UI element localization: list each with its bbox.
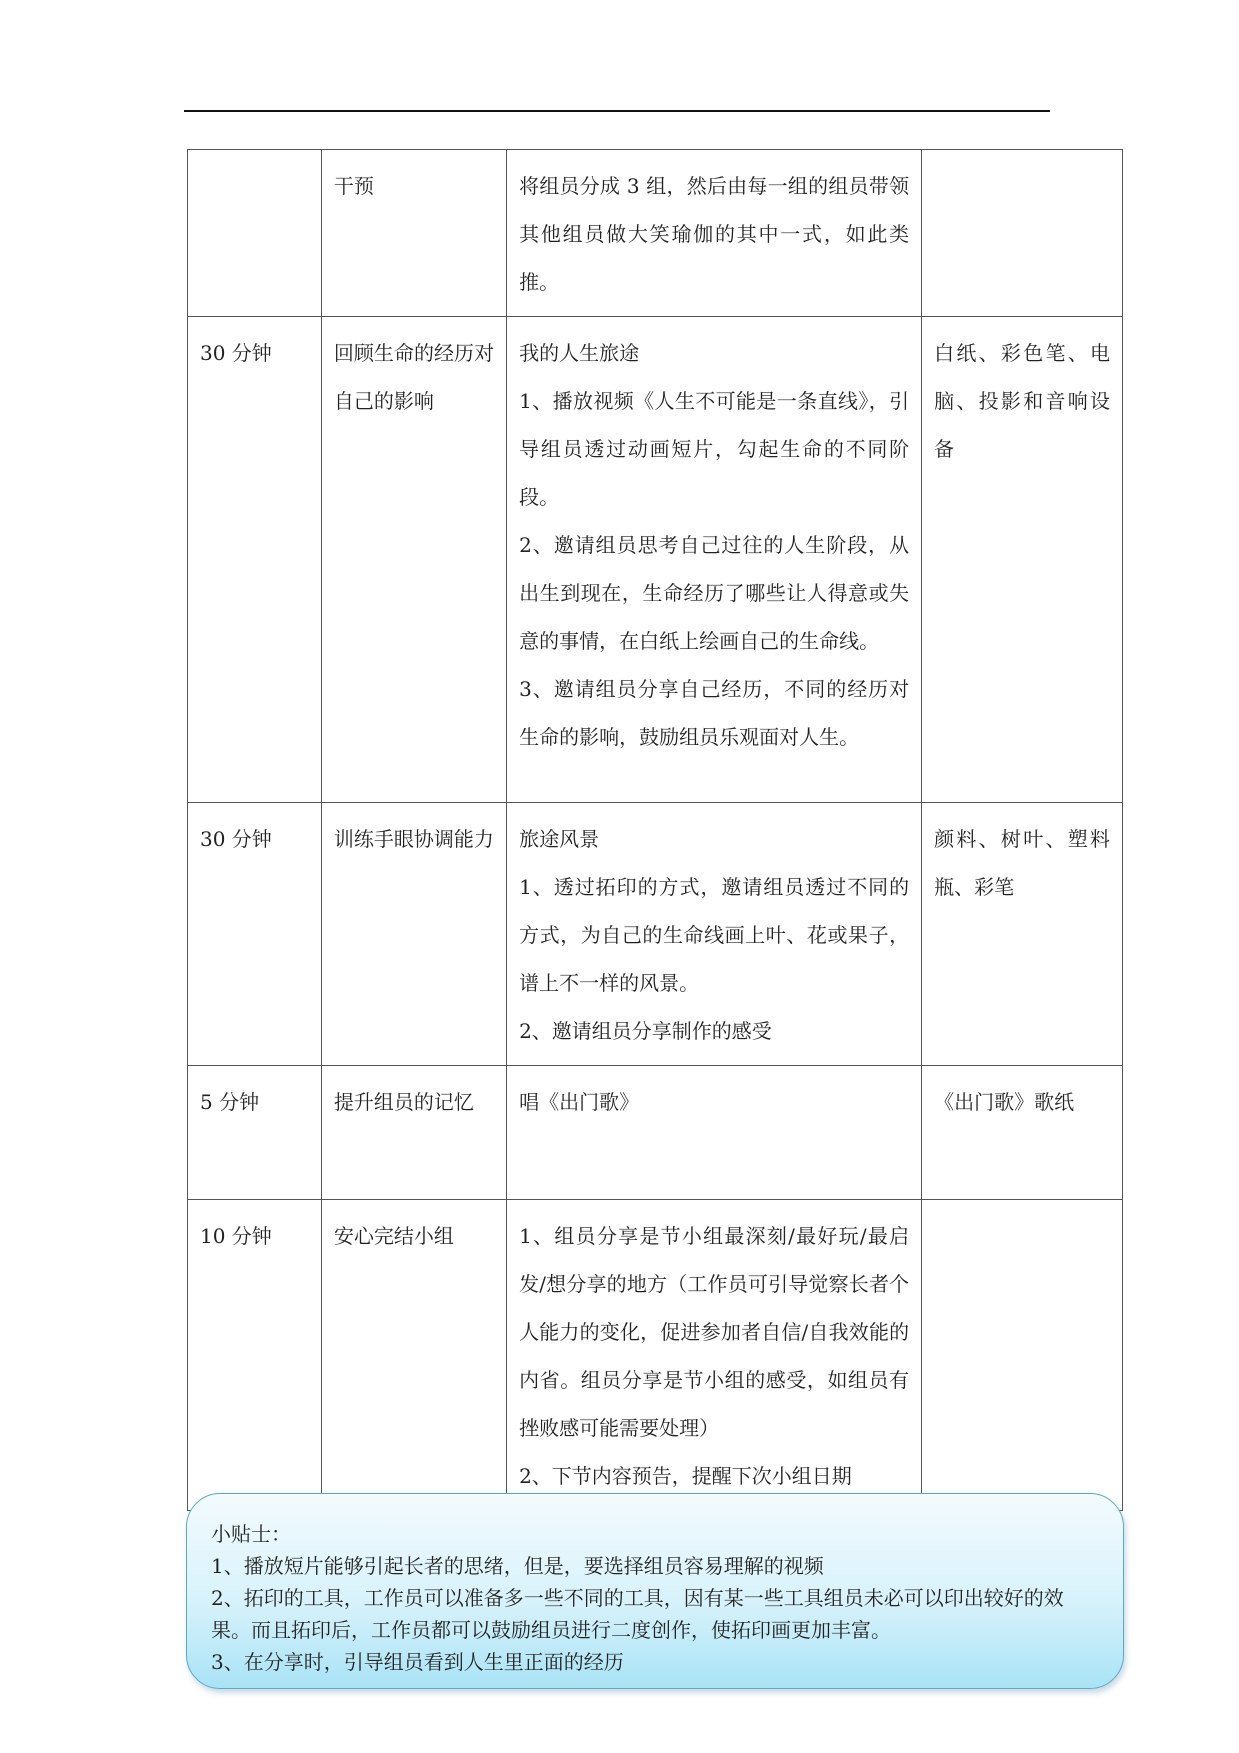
- materials-cell: 白纸、彩色笔、电脑、投影和音响设备: [922, 317, 1123, 803]
- time-cell: 10 分钟: [188, 1200, 322, 1511]
- time-cell: 30 分钟: [188, 317, 322, 803]
- tips-box: [186, 1493, 1124, 1689]
- content-paragraph: 1、播放视频《人生不可能是一条直线》，引导组员透过动画短片，勾起生命的不同阶段。: [519, 389, 910, 509]
- materials-cell: [922, 150, 1123, 317]
- tip-item: 3、在分享时，引导组员看到人生里正面的经历: [211, 1650, 624, 1674]
- materials-cell: 颜料、树叶、塑料瓶、彩笔: [922, 803, 1123, 1066]
- time-cell: 5 分钟: [188, 1066, 322, 1200]
- goal-cell: 训练手眼协调能力: [321, 803, 506, 1066]
- table-row: [188, 803, 1123, 1066]
- goal-cell: 回顾生命的经历对自己的影响: [321, 317, 506, 803]
- time-cell: [188, 150, 322, 317]
- table-row: [188, 150, 1123, 317]
- materials-cell: [922, 1200, 1123, 1511]
- content-paragraph: 2、下节内容预告，提醒下次小组日期: [519, 1464, 852, 1488]
- content-paragraph: 1、透过拓印的方式，邀请组员透过不同的方式，为自己的生命线画上叶、花或果子，谱上不一样的风景。: [519, 875, 910, 995]
- content-cell: [507, 1200, 922, 1511]
- table-row: [188, 317, 1123, 803]
- goal-cell: 干预: [321, 150, 506, 317]
- content-paragraph: 3、邀请组员分享自己经历，不同的经历对生命的影响，鼓励组员乐观面对人生。: [519, 677, 910, 749]
- goal-cell: 提升组员的记忆: [321, 1066, 506, 1200]
- tip-item: 2、拓印的工具，工作员可以准备多一些不同的工具，因有某一些工具组员未必可以印出较好的效果。而且拓印后，工作员都可以鼓励组员进行二度创作，使拓印画更加丰富。: [211, 1586, 1064, 1642]
- content-cell: [507, 803, 922, 1066]
- tip-item: 1、播放短片能够引起长者的思绪，但是，要选择组员容易理解的视频: [211, 1554, 824, 1578]
- table-row: [188, 1066, 1123, 1200]
- session-plan-table: [187, 149, 1123, 1511]
- time-cell: 30 分钟: [188, 803, 322, 1066]
- content-paragraph: 1、组员分享是节小组最深刻/最好玩/最启发/想分享的地方（工作员可引导觉察长者个人能力的变化，促进参加者自信/自我效能的内省。组员分享是节小组的感受，如组员有挫败感可能需要处理）: [519, 1224, 910, 1440]
- materials-cell: 《出门歌》歌纸: [922, 1066, 1123, 1200]
- content-paragraph: 2、邀请组员思考自己过往的人生阶段，从出生到现在，生命经历了哪些让人得意或失意的事情，在白纸上绘画自己的生命线。: [519, 533, 910, 653]
- content-paragraph: 2、邀请组员分享制作的感受: [519, 1019, 772, 1043]
- tips-title: 小贴士：: [211, 1522, 291, 1546]
- content-cell: [507, 1066, 922, 1200]
- content-cell: [507, 317, 922, 803]
- table-row: [188, 1200, 1123, 1511]
- content-paragraph: 唱《出门歌》: [519, 1090, 640, 1114]
- header-rule: [184, 110, 1050, 112]
- content-cell: [507, 150, 922, 317]
- content-paragraph: 将组员分成 3 组，然后由每一组的组员带领其他组员做大笑瑜伽的其中一式，如此类推。: [519, 174, 910, 294]
- content-paragraph: 旅途风景: [519, 827, 600, 851]
- content-paragraph: 我的人生旅途: [519, 341, 640, 365]
- goal-cell: 安心完结小组: [321, 1200, 506, 1511]
